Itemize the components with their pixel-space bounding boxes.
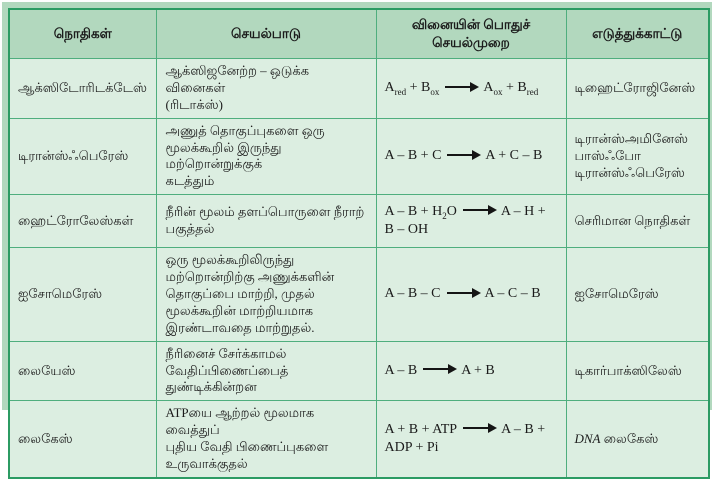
example-cell bbox=[566, 118, 709, 195]
reaction-arrow-icon bbox=[463, 427, 495, 429]
example-cell bbox=[566, 195, 709, 248]
header-reaction-mechanism: வினையின் பொதுச் செயல்முறை bbox=[376, 9, 566, 59]
example-text: ஐசோமெரேஸ் bbox=[574, 286, 659, 302]
function-cell: ATPயை ஆற்றல் மூலமாக வைத்துப் புதிய வேதி பிணைப்புகளை உருவாக்குதல் bbox=[156, 401, 376, 478]
reaction-arrow-icon bbox=[447, 154, 479, 156]
reaction-arrow-icon bbox=[447, 292, 479, 294]
enzyme-name-cell: லையேஸ் bbox=[9, 341, 156, 401]
reaction-arrow-icon bbox=[423, 368, 455, 370]
example-cell bbox=[566, 59, 709, 119]
example-text: DNA bbox=[574, 430, 601, 446]
example-text: டிகார்பாக்ஸிலேஸ் bbox=[574, 362, 682, 378]
table-header bbox=[9, 9, 709, 59]
enzyme-name-cell: ஹைட்ரோலேஸ்கள் bbox=[9, 195, 156, 248]
function-cell: அணுத் தொகுப்புகளை ஒரு மூலக்கூறில் இருந்து மற்றொன்றுக்குக் கடத்தும் bbox=[156, 118, 376, 195]
example-cell bbox=[566, 401, 709, 478]
reaction-cell: A – B A + B bbox=[376, 341, 566, 401]
table-row bbox=[9, 59, 709, 119]
reaction-cell: $A_{red} + B_{ox}$ $A_{ox} + B_{red}$ bbox=[376, 59, 566, 119]
reaction-cell: $A - B + H_2O$ A – H + B – OH bbox=[376, 195, 566, 248]
header-example: எடுத்துக்காட்டு bbox=[566, 9, 709, 59]
example-text: லைகேஸ் bbox=[600, 430, 659, 446]
reaction-cell: A + B + ATP A – B + ADP + Pi bbox=[376, 401, 566, 478]
function-cell: நீரின் மூலம் தளப்பொருளை நீராற் பகுத்தல் bbox=[156, 195, 376, 248]
table-row bbox=[9, 195, 709, 248]
example-text: செரிமான நொதிகள் bbox=[574, 212, 691, 228]
header-enzymes: நொதிகள் bbox=[9, 9, 156, 59]
header-row bbox=[9, 9, 709, 59]
example-cell bbox=[566, 341, 709, 401]
enzyme-table bbox=[8, 8, 710, 479]
enzyme-name-cell: டிரான்ஸ்ஃபெரேஸ் bbox=[9, 118, 156, 195]
table-row bbox=[9, 401, 709, 478]
table-row bbox=[9, 118, 709, 195]
table-row bbox=[9, 341, 709, 401]
reaction-arrow-icon bbox=[445, 86, 477, 88]
reaction-cell: A – B + C A + C – B bbox=[376, 118, 566, 195]
table-background-panel bbox=[2, 2, 712, 472]
enzyme-name-cell: ஆக்ஸிடோரிடக்டேஸ் bbox=[9, 59, 156, 119]
example-text: டிஹைட்ரோஜினேஸ் bbox=[574, 79, 696, 95]
example-text: டிரான்ஸ்அமினேஸ் பாஸ்ஃபோ டிரான்ஸ்ஃபெரேஸ் bbox=[574, 131, 688, 180]
reaction-arrow-icon bbox=[463, 209, 495, 211]
function-cell: ஒரு மூலக்கூறிலிருந்து மற்றொன்றிற்கு அணுக்களின் தொகுப்பை மாற்றி, முதல் மூலக்கூறின் மாற்றியமாக இரண்டாவதை மாற்றுதல். bbox=[156, 248, 376, 341]
header-function: செயல்பாடு bbox=[156, 9, 376, 59]
reaction-cell: A – B – C A – C – B bbox=[376, 248, 566, 341]
function-cell: ஆக்ஸிஜனேற்ற – ஒடுக்க வினைகள் (ரிடாக்ஸ்) bbox=[156, 59, 376, 119]
function-cell: நீரினைச் சேர்க்காமல் வேதிப்பிணைப்பைத் துண்டிக்கின்றன bbox=[156, 341, 376, 401]
enzyme-name-cell: லைகேஸ் bbox=[9, 401, 156, 478]
example-cell bbox=[566, 248, 709, 341]
table-body bbox=[9, 59, 709, 478]
enzyme-name-cell: ஐசோமெரேஸ் bbox=[9, 248, 156, 341]
table-row bbox=[9, 248, 709, 341]
